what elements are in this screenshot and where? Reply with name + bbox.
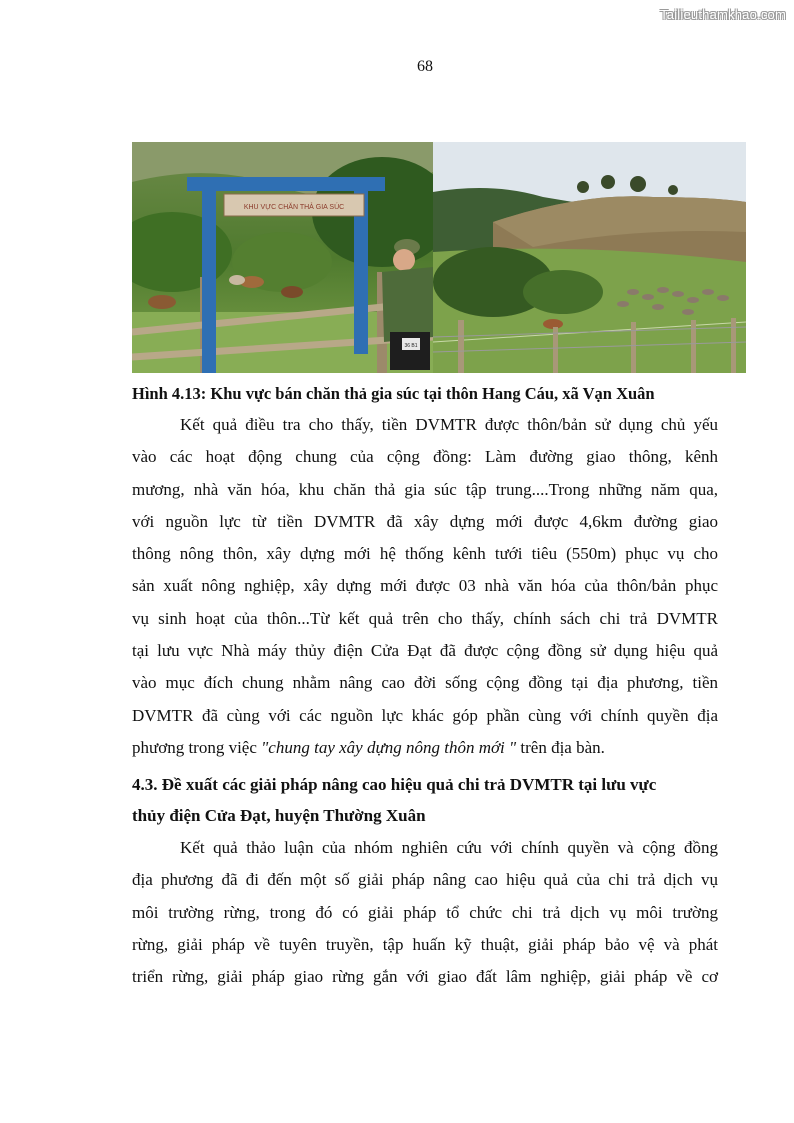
section-heading-line-2: thủy điện Cửa Đạt, huyện Thường Xuân [132,806,426,825]
paragraph-line: Kết quả điều tra cho thấy, tiền DVMTR được thôn/bản sử dụng chủ yếu [180,415,718,434]
section-heading [132,769,732,831]
photo-pasture-image [433,142,746,373]
paragraph-last-line [132,732,718,764]
paragraph-1 [132,409,718,764]
paragraph-line: sản xuất nông nghiệp, xây dựng mới được 03 nhà văn hóa của thôn/bản phục [132,576,718,596]
paragraph-line: mương, nhà văn hóa, khu chăn thả gia súc tập trung....Trong những năm qua, [132,479,718,499]
paragraph-line: Kết quả thảo luận của nhóm nghiên cứu với chính quyền và cộng đồng [180,838,718,857]
gate-sign-text: KHU VỰC CHĂN THẢ GIA SÚC [243,204,345,211]
paragraph-line: với nguồn lực từ tiền DVMTR đã xây dựng mới được 4,6km đường giao [132,511,718,531]
paragraph-line: vào các hoạt động chung của cộng đồng: Làm đường giao thông, kênh [132,447,718,467]
paragraph-line: địa phương đã đi đến một số giải pháp nâng cao hiệu quả của chi trả dịch vụ [132,870,718,890]
section-heading-line-1: 4.3. Đề xuất các giải pháp nâng cao hiệu quả chi trả DVMTR tại lưu vực [132,775,657,794]
last-line-prefix: phương trong việc [132,737,262,757]
italic-quote: "chung tay xây dựng nông thôn mới " [261,737,517,757]
paragraph-line: vào mục đích chung nhằm nâng cao đời sống cộng đồng tại địa phương, tiền [132,673,718,693]
figure [132,142,746,373]
photo-pasture [433,142,746,373]
paragraph-line: thông nông thôn, xây dựng mới hệ thống kênh tưới tiêu (550m) phục vụ cho [132,544,718,564]
paragraph-line: môi trường rừng, trong đó có giải pháp tổ chức chi trả dịch vụ môi trường [132,902,718,922]
paragraph-line: vụ sinh hoạt của thôn...Từ kết quả trên cho thấy, chính sách chi trả DVMTR [132,608,718,628]
license-plate-text: 36 B1 [404,343,418,349]
figure-caption: Hình 4.13: Khu vực bán chăn thả gia súc tại thôn Hang Cáu, xã Vạn Xuân [132,384,655,403]
paragraph-line: rừng, giải pháp về tuyên truyền, tập huấn kỹ thuật, giải pháp bảo vệ và phát [132,934,718,954]
last-line-suffix: trên địa bàn. [516,737,605,757]
page-number: 68 [417,58,433,75]
paragraph-line: triển rừng, giải pháp giao rừng gắn với giao đất lâm nghiệp, giải pháp về cơ [132,967,718,987]
photo-gate [132,142,433,373]
watermark: Tailieuthamkhao.com [660,7,786,22]
paragraph-line: tại lưu vực Nhà máy thủy điện Cửa Đạt đã được cộng đồng sử dụng hiệu quả [132,641,718,661]
paragraph-2 [132,832,718,993]
photo-gate-image [132,142,433,373]
paragraph-line: DVMTR đã cùng với các nguồn lực khác góp phần cùng với chính quyền địa [132,705,718,725]
